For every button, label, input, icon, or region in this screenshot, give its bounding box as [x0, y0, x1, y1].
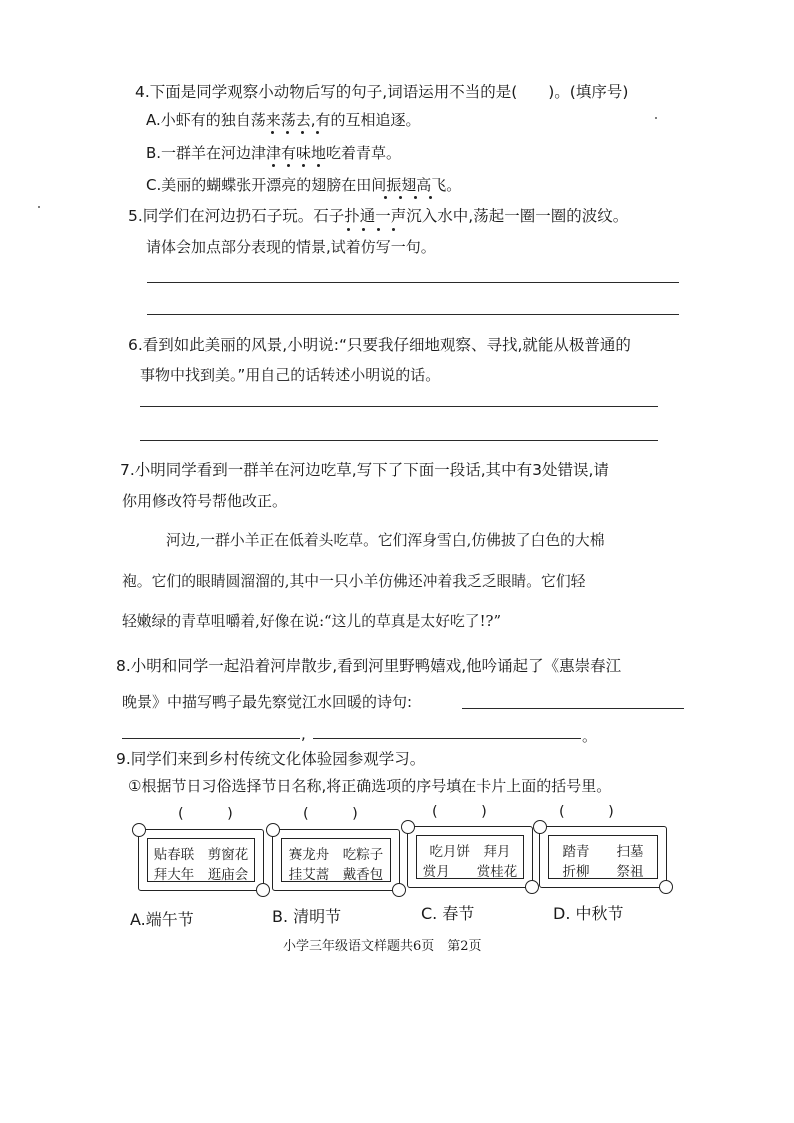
festival-option: C. 春节 — [421, 904, 475, 923]
scroll-curl-icon — [132, 823, 146, 837]
q9-line1: 9.同学们来到乡村传统文化体验园参观学习。 — [116, 750, 426, 768]
emphasis-dot — [272, 164, 275, 167]
answer-line[interactable] — [147, 282, 679, 283]
q6-line2: 事物中找到美。”用自己的话转述小明说的话。 — [140, 366, 441, 384]
card-answer-bracket[interactable]: ( ) — [559, 804, 614, 820]
q8-line1: 8.小明和同学一起沿着河岸散步,看到河里野鸭嬉戏,他吟诵起了《惠崇春江 — [116, 657, 622, 675]
answer-line[interactable] — [122, 738, 300, 739]
answer-line[interactable] — [140, 406, 658, 407]
emphasis-dot — [399, 196, 402, 199]
q4-stem: 4.下面是同学观察小动物后写的句子,词语运用不当的是( )。(填序号) — [135, 83, 629, 101]
scroll-curl-icon — [525, 880, 539, 894]
q4-option-b: B.一群羊在河边津津有味地吃着青草。 — [146, 144, 402, 162]
page-footer: 小学三年级语文样题共6页 第2页 — [283, 939, 482, 954]
emphasis-dot — [377, 228, 380, 231]
card-custom-row: 挂艾蒿 戴香包 — [288, 867, 384, 883]
festival-option: A.端午节 — [130, 910, 194, 929]
emphasis-dot — [384, 196, 387, 199]
card-answer-bracket[interactable]: ( ) — [432, 804, 487, 820]
q8-comma: , — [301, 725, 306, 743]
q7-paragraph-line2: 袍。它们的眼睛圆溜溜的,其中一只小羊仿佛还冲着我乏乏眼睛。它们轻 — [122, 573, 586, 590]
q7-paragraph-line1: 河边,一群小羊正在低着头吃草。它们浑身雪白,仿佛披了白色的大棉 — [166, 532, 605, 549]
emphasis-dot — [317, 164, 320, 167]
emphasis-dot — [287, 164, 290, 167]
festival-card-4 — [539, 826, 667, 888]
emphasis-dot — [414, 196, 417, 199]
card-custom-row: 贴春联 剪窗花 — [153, 847, 249, 863]
scan-speck — [38, 206, 40, 208]
emphasis-dot — [302, 164, 305, 167]
scroll-curl-icon — [533, 820, 547, 834]
emphasis-dot — [362, 228, 365, 231]
festival-option: B. 清明节 — [272, 907, 342, 926]
q8-line2: 晚景》中描写鸭子最先察觉江水回暖的诗句: — [122, 693, 413, 711]
q4-option-a: A.小虾有的独自荡来荡去,有的互相追逐。 — [146, 111, 421, 129]
q5-line1: 5.同学们在河边扔石子玩。石子扑通一声沉入水中,荡起一圈一圈的波纹。 — [128, 207, 629, 225]
festival-option: D. 中秋节 — [553, 904, 624, 923]
scroll-curl-icon — [392, 883, 406, 897]
emphasis-dot — [347, 228, 350, 231]
festival-card-3 — [407, 826, 533, 888]
card-answer-bracket[interactable]: ( ) — [178, 806, 233, 822]
scroll-curl-icon — [256, 883, 270, 897]
answer-line[interactable] — [147, 314, 679, 315]
festival-card-2 — [272, 829, 400, 891]
q9-line2: ①根据节日习俗选择节日名称,将正确选项的序号填在卡片上面的括号里。 — [128, 777, 612, 795]
card-custom-row: 赏月 赏桂花 — [422, 864, 518, 880]
q4-option-c: C.美丽的蝴蝶张开漂亮的翅膀在田间振翅高飞。 — [146, 176, 462, 194]
card-answer-bracket[interactable]: ( ) — [303, 806, 358, 822]
scroll-curl-icon — [659, 880, 673, 894]
answer-line[interactable] — [462, 708, 684, 709]
card-custom-row: 踏青 扫墓 — [562, 844, 644, 860]
q7-line2: 你用修改符号帮他改正。 — [122, 492, 288, 510]
emphasis-dot — [392, 228, 395, 231]
card-custom-row: 赛龙舟 吃粽子 — [288, 847, 384, 863]
emphasis-dot — [286, 131, 289, 134]
q7-paragraph-line3: 轻嫩绿的青草咀嚼着,好像在说:“这儿的草真是太好吃了!?” — [122, 613, 502, 630]
emphasis-dot — [429, 196, 432, 199]
q7-line1: 7.小明同学看到一群羊在河边吃草,写下了下面一段话,其中有3处错误,请 — [120, 461, 609, 479]
answer-line[interactable] — [140, 440, 658, 441]
card-custom-row: 折柳 祭祖 — [562, 864, 644, 880]
emphasis-dot — [301, 131, 304, 134]
scan-speck — [655, 117, 657, 119]
emphasis-dot — [316, 131, 319, 134]
scroll-curl-icon — [401, 820, 415, 834]
q5-line2: 请体会加点部分表现的情景,试着仿写一句。 — [146, 238, 436, 256]
card-custom-row: 吃月饼 拜月 — [429, 844, 511, 860]
scroll-curl-icon — [266, 823, 280, 837]
emphasis-dot — [271, 131, 274, 134]
q6-line1: 6.看到如此美丽的风景,小明说:“只要我仔细地观察、寻找,就能从极普通的 — [128, 336, 631, 354]
festival-card-1 — [138, 829, 264, 891]
card-custom-row: 拜大年 逛庙会 — [153, 867, 249, 883]
answer-line[interactable] — [313, 738, 581, 739]
q8-period: 。 — [582, 727, 598, 745]
